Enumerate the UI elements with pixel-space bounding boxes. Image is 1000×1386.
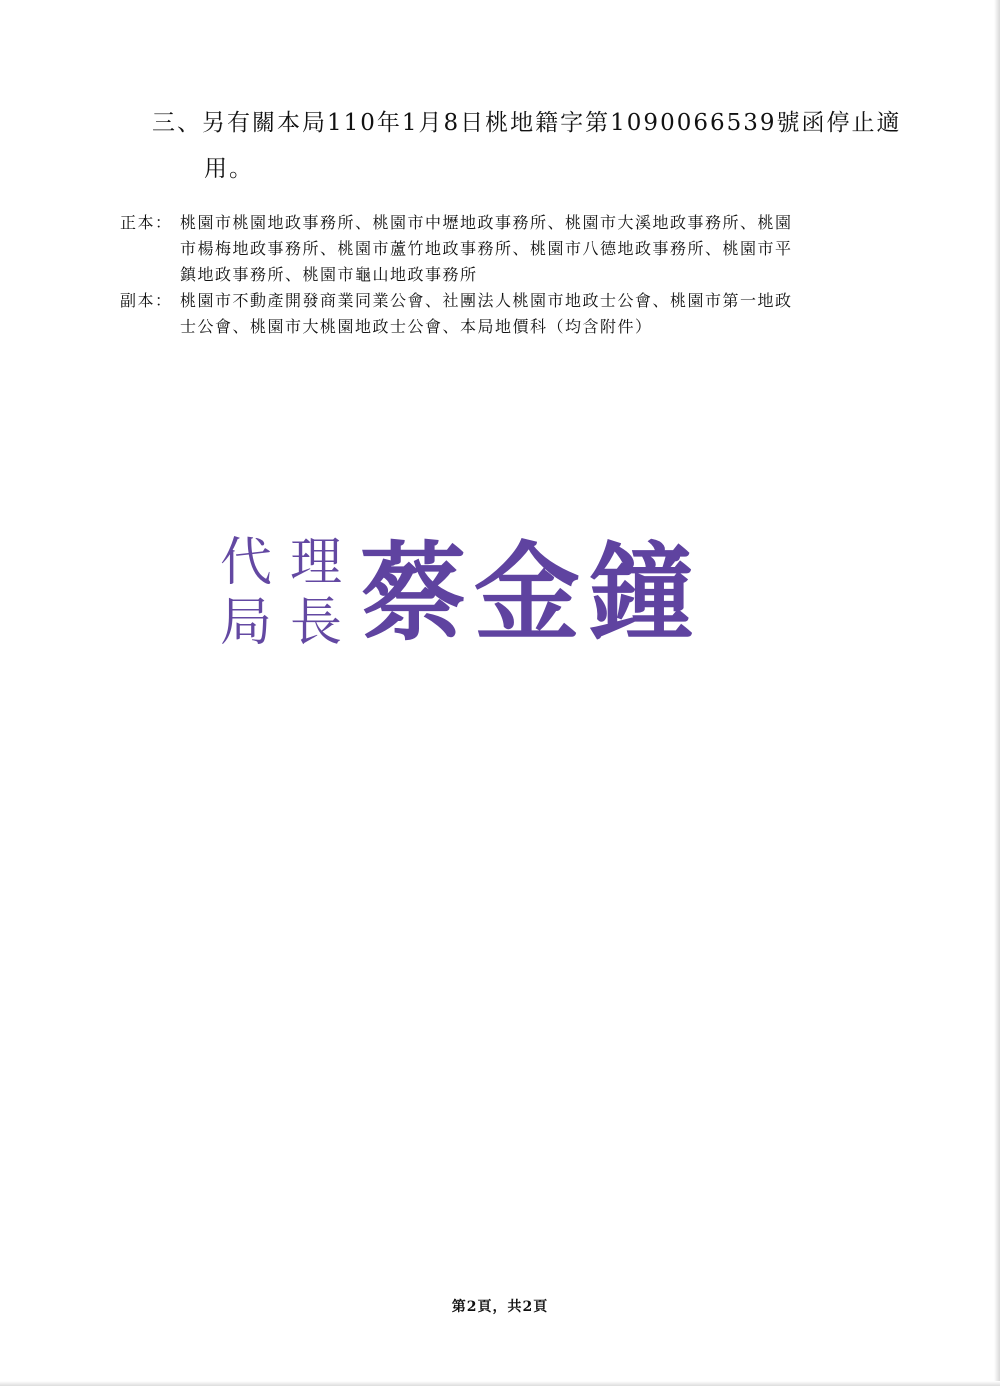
- recipients-main-line: 鎮地政事務所、桃園市龜山地政事務所: [180, 265, 478, 284]
- page-number: 第2頁，共2頁: [451, 1299, 549, 1315]
- scan-bottom-shadow: [0, 1381, 1000, 1386]
- recipients-main-label: 正本：: [120, 213, 173, 232]
- item-three-text: 三、另有關本局110年1月8日桃地籍字第1090066539號函停止適: [152, 110, 902, 136]
- stamp-title-char: 理: [289, 533, 342, 593]
- recipients-copy-label: 副本：: [120, 291, 173, 310]
- stamp-title-char: 長: [289, 593, 342, 653]
- item-three-continuation: 用。: [204, 156, 254, 182]
- recipients-copy-line: 桃園市不動產開發商業同業公會、社團法人桃園市地政士公會、桃園市第一地政: [180, 291, 793, 310]
- stamp-title-char: 代: [219, 533, 272, 593]
- recipients-main-line: 桃園市桃園地政事務所、桃園市中壢地政事務所、桃園市大溪地政事務所、桃園: [180, 213, 793, 232]
- recipients-copy: [120, 288, 910, 340]
- official-signature-stamp: [214, 528, 702, 668]
- stamp-title-char: 局: [219, 593, 272, 653]
- recipients-main-line: 市楊梅地政事務所、桃園市蘆竹地政事務所、桃園市八德地政事務所、桃園市平: [180, 239, 793, 258]
- stamp-name: 蔡金鐘: [360, 530, 702, 655]
- scan-edge-shadow: [994, 0, 1000, 1386]
- item-three: [152, 100, 912, 192]
- stamp-title: [214, 534, 354, 654]
- recipients-copy-line: 士公會、桃園市大桃園地政士公會、本局地價科（均含附件）: [180, 317, 653, 336]
- recipients-main: [120, 210, 910, 288]
